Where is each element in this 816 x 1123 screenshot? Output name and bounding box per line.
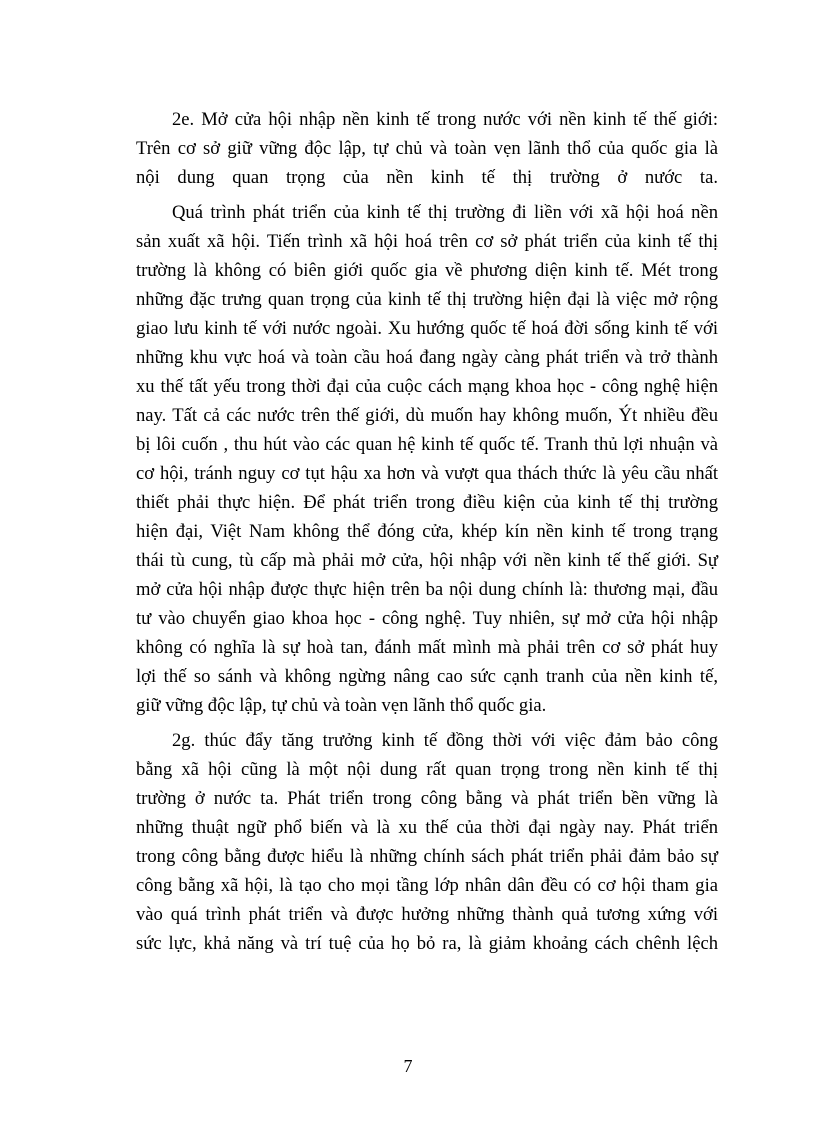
text-line: hiện đại, Việt Nam không thể đóng cửa, khép kín nền kinh tế trong trạng [136,521,718,542]
paragraph-2e [136,105,718,192]
paragraph-2g [136,726,718,958]
text-line: công bằng xã hội, là tạo cho mọi tầng lớp nhân dân đều có cơ hội tham gia [136,875,718,896]
text-line: thiết phải thực hiện. Để phát triển trong điều kiện của kinh tế thị trường [136,492,718,513]
text-line: nay. Tất cả các nước trên thế giới, dù muốn hay không muốn, Ýt nhiều đều [136,405,718,426]
text-line: tư vào chuyển giao khoa học - công nghệ. Tuy nhiên, sự mở cửa hội nhập [136,608,718,629]
text-line: nội dung quan trọng của nền kinh tế thị trường ở nước ta. [136,167,718,188]
text-line: bị lôi cuốn , thu hút vào các quan hệ kinh tế quốc tế. Tranh thủ lợi nhuận và [136,434,718,455]
paragraph-integration [136,198,718,720]
text-line: những khu vực hoá và toàn cầu hoá đang ngày càng phát triển và trở thành [136,347,718,368]
text-line: giao lưu kinh tế với nước ngoài. Xu hướng quốc tế hoá đời sống kinh tế với [136,318,718,339]
text-line: lợi thế so sánh và không ngừng nâng cao sức cạnh tranh của nền kinh tế, [136,666,718,687]
text-line: trường ở nước ta. Phát triển trong công bằng và phát triển bền vững là [136,788,718,809]
text-line: 2g. thúc đẩy tăng trưởng kinh tế đồng thời với việc đảm bảo công [172,730,718,751]
text-line: sản xuất xã hội. Tiến trình xã hội hoá trên cơ sở phát triển của kinh tế thị [136,231,718,252]
text-line: bằng xã hội cũng là một nội dung rất quan trọng trong nền kinh tế thị [136,759,718,780]
text-line: mở cửa hội nhập được thực hiện trên ba nội dung chính là: thương mại, đầu [136,579,718,600]
page-number: 7 [403,1056,413,1076]
text-line: trường là không có biên giới quốc gia về phương diện kinh tế. Mét trong [136,260,718,281]
text-line: trong công bằng được hiểu là những chính sách phát triển phải đảm bảo sự [136,846,718,867]
text-line: Quá trình phát triển của kinh tế thị trường đi liền với xã hội hoá nền [172,202,718,223]
text-line: 2e. Mở cửa hội nhập nền kinh tế trong nước với nền kinh tế thế giới: [172,109,718,130]
text-line: không có nghĩa là sự hoà tan, đánh mất mình mà phải trên cơ sở phát huy [136,637,718,658]
text-line: cơ hội, tránh nguy cơ tụt hậu xa hơn và vượt qua thách thức là yêu cầu nhất [136,463,718,484]
text-line: xu thế tất yếu trong thời đại của cuộc cách mạng khoa học - công nghệ hiện [136,376,718,397]
text-line: sức lực, khả năng và trí tuệ của họ bỏ ra, là giảm khoảng cách chênh lệch [136,933,718,954]
text-line: những thuật ngữ phổ biến và là xu thế của thời đại ngày nay. Phát triển [136,817,718,838]
text-line: thái tù cung, tù cấp mà phải mở cửa, hội nhập với nền kinh tế thế giới. Sự [136,550,718,571]
text-line: Trên cơ sở giữ vững độc lập, tự chủ và toàn vẹn lãnh thổ của quốc gia là [136,138,718,159]
text-line: vào quá trình phát triển và được hưởng những thành quả tương xứng với [136,904,718,925]
text-line: giữ vững độc lập, tự chủ và toàn vẹn lãnh thổ quốc gia. [136,695,547,716]
text-line: những đặc trưng quan trọng của kinh tế thị trường hiện đại là việc mở rộng [136,289,718,310]
page-body [136,105,718,958]
